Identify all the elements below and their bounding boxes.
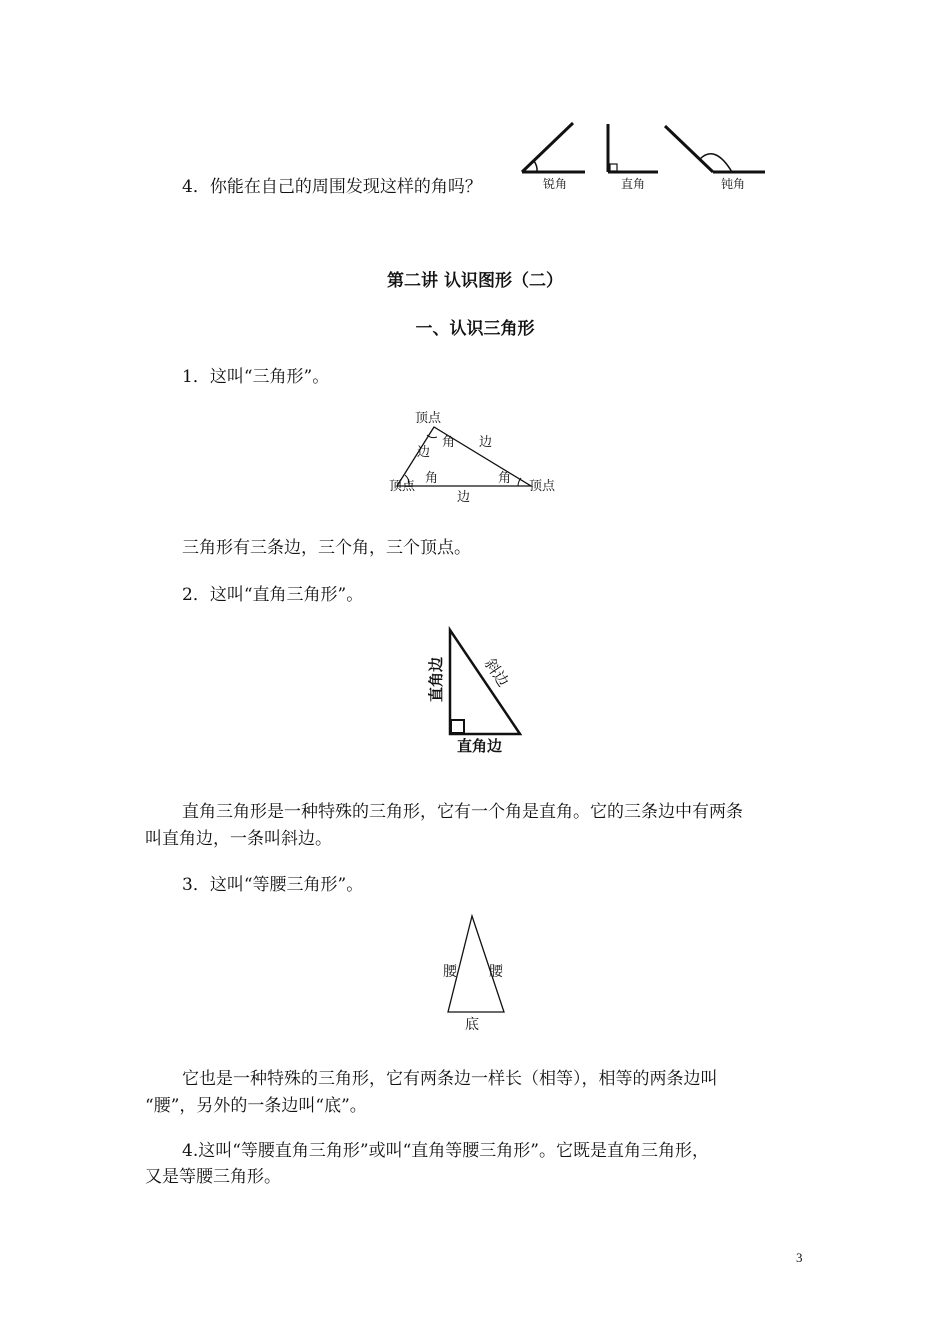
acute-label: 锐角 xyxy=(543,177,568,191)
leg-left-label: 腰 xyxy=(443,964,457,980)
item-3-title: 3．这叫“等腰三角形”。 xyxy=(182,875,364,895)
vertex-top-label: 顶点 xyxy=(415,411,442,426)
leg-vertical-label: 直角边 xyxy=(427,656,445,702)
side-right-label: 边 xyxy=(479,435,493,450)
obtuse-angle-figure xyxy=(665,126,765,191)
triangle-diagram xyxy=(385,405,565,505)
question-4-text: 4．你能在自己的周围发现这样的角吗？ xyxy=(182,177,482,197)
side-bottom-label: 边 xyxy=(457,490,471,505)
side-left-label: 边 xyxy=(417,445,431,460)
angle-right-label: 角 xyxy=(498,471,512,486)
leg-bottom-label: 直角边 xyxy=(457,737,503,755)
right-angle-figure xyxy=(608,124,658,191)
vertex-left-label: 顶点 xyxy=(389,479,416,494)
right-label: 直角 xyxy=(621,177,646,191)
item-3-description-line-1: 它也是一种特殊的三角形，它有两条边一样长（相等），相等的两条边叫 xyxy=(182,1069,718,1089)
leg-right-label: 腰 xyxy=(489,964,503,980)
vertex-right-label: 顶点 xyxy=(529,479,556,494)
base-label: 底 xyxy=(465,1017,479,1033)
acute-angle-figure xyxy=(522,123,585,191)
angle-top-label: 角 xyxy=(442,435,456,450)
page-number: 3 xyxy=(796,1250,803,1265)
section-title: 一、认识三角形 xyxy=(415,319,535,339)
item-2-title: 2．这叫“直角三角形”。 xyxy=(182,585,364,605)
item-3-description-line-2: “腰”，另外的一条边叫“底”。 xyxy=(145,1096,367,1116)
item-2-description-line-2: 叫直角边，一条叫斜边。 xyxy=(145,829,332,849)
item-2-description-line-1: 直角三角形是一种特殊的三角形，它有一个角是直角。它的三条边中有两条 xyxy=(182,802,743,822)
lecture-title: 第二讲 认识图形（二） xyxy=(387,271,563,291)
item-1-description: 三角形有三条边，三个角，三个顶点。 xyxy=(182,538,471,558)
item-4-line-2: 又是等腰三角形。 xyxy=(145,1167,281,1187)
angle-figures xyxy=(515,118,775,198)
right-triangle-diagram xyxy=(420,620,540,760)
item-1-title: 1．这叫“三角形”。 xyxy=(182,367,330,387)
isosceles-triangle-diagram xyxy=(430,910,520,1035)
angle-left-label: 角 xyxy=(425,471,439,486)
hypotenuse-label: 斜边 xyxy=(480,655,513,691)
item-4-line-1: 4.这叫“等腰直角三角形”或叫“直角等腰三角形”。它既是直角三角形， xyxy=(182,1141,709,1161)
obtuse-label: 钝角 xyxy=(721,177,746,191)
